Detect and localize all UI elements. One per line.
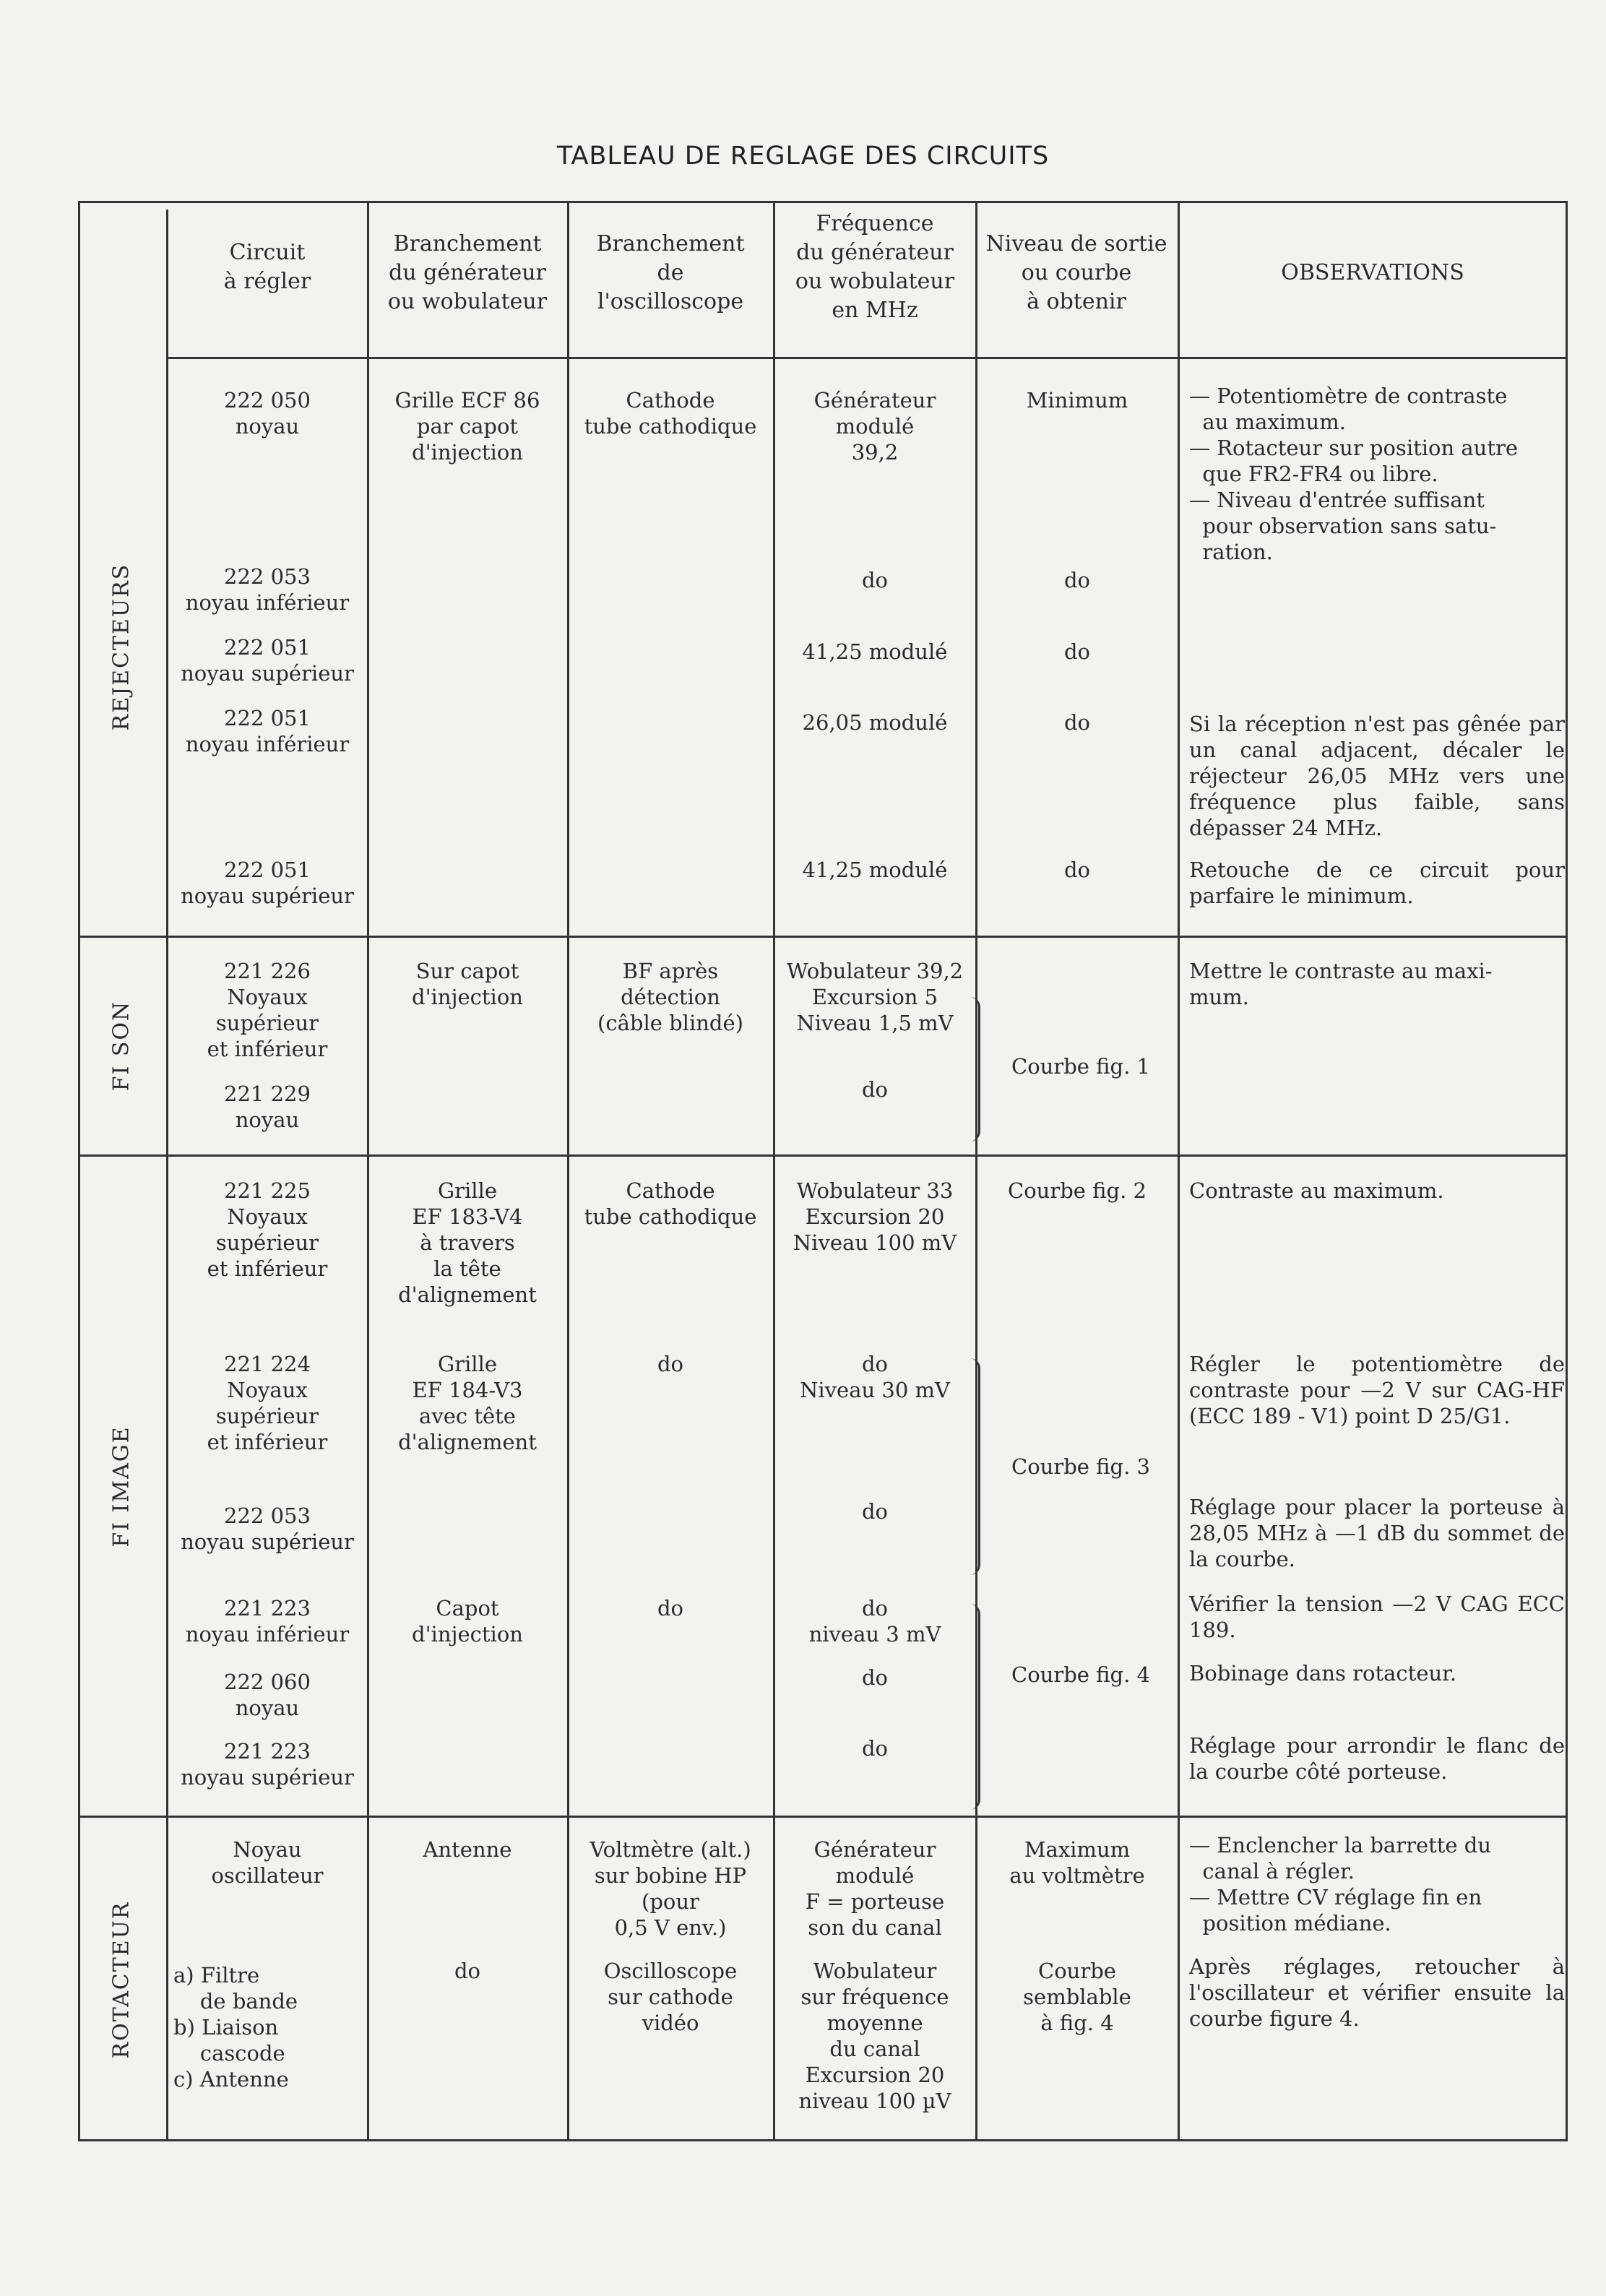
circuit-cell: a) Filtre de bande b) Liaison cascode c) Antenne	[173, 1963, 298, 2092]
frequency-cell: 41,25 modulé	[802, 639, 948, 664]
column-divider	[166, 210, 168, 2141]
generator-cell: Grille ECF 86 par capot d'injection	[394, 388, 540, 465]
generator-cell: Sur capot d'injection	[412, 959, 523, 1009]
output-level-cell: Minimum	[1026, 388, 1128, 413]
frequency-cell: 41,25 modulé	[802, 858, 948, 882]
circuit-cell: 222 053 noyau inférieur	[185, 564, 350, 615]
observation-cell: Vérifier la tension —2 V CAG ECC 189.	[1189, 1592, 1565, 1642]
circuit-cell: Noyau oscillateur	[211, 1837, 324, 1888]
observation-cell: Mettre le contraste au maxi- mum.	[1189, 959, 1493, 1009]
observation-cell: — Potentiomètre de contraste au maximum. — Rotacteur sur position autre que FR2-FR4 ou libre. — Niveau d'entrée suffisant pour observation sans satu- ration.	[1189, 384, 1519, 564]
column-divider	[567, 201, 569, 2141]
bracket	[961, 997, 980, 1141]
circuit-cell: 221 224 Noyaux supérieur et inférieur	[207, 1352, 328, 1454]
circuit-cell: 221 223 noyau supérieur	[181, 1739, 354, 1790]
section-divider	[78, 1816, 1568, 1818]
header-frequency: Fréquence du générateur ou wobulateur en MHz	[795, 211, 955, 323]
frequency-cell: Wobulateur sur fréquence moyenne du canal Excursion 20 niveau 100 µV	[798, 1959, 951, 2113]
frequency-cell: do Niveau 30 mV	[800, 1352, 950, 1402]
frequency-cell: Générateur modulé F = porteuse son du canal	[805, 1837, 945, 1940]
output-level-cell: Courbe fig. 1	[1011, 1054, 1150, 1079]
header-output-level: Niveau de sortie ou courbe à obtenir	[985, 231, 1167, 314]
observation-cell: Si la réception n'est pas gênée par un canal adjacent, décaler le réjecteur 26,05 MHz vers une fréquence plus faible, sans dépasser 24 MHz.	[1189, 712, 1565, 840]
column-divider	[975, 201, 977, 2141]
output-level-cell: do	[1063, 710, 1091, 735]
frequency-cell: do	[861, 1665, 889, 1690]
observation-cell: Après réglages, retoucher à l'oscillateur et vérifier ensuite la courbe figure 4.	[1189, 1954, 1565, 2031]
frequency-cell: Générateur modulé 39,2	[813, 388, 936, 465]
header-oscilloscope: Branchement de l'oscilloscope	[596, 231, 745, 314]
observation-cell: Régler le potentiomètre de contraste pour —2 V sur CAG-HF (ECC 189 - V1) point D 25/G1.	[1189, 1352, 1565, 1428]
frequency-cell: do	[861, 1077, 889, 1102]
frequency-cell: do niveau 3 mV	[808, 1596, 941, 1647]
observation-cell: Retouche de ce circuit pour parfaire le minimum.	[1189, 858, 1565, 908]
circuit-cell: 222 051 noyau supérieur	[181, 858, 354, 908]
circuit-cell: 222 050 noyau	[224, 388, 311, 439]
output-level-cell: Maximum au voltmètre	[1009, 1837, 1145, 1888]
column-divider	[367, 201, 369, 2141]
header-observations: OBSERVATIONS	[1281, 260, 1464, 285]
circuit-cell: 221 223 noyau inférieur	[185, 1596, 350, 1647]
generator-cell: Capot d'injection	[412, 1596, 523, 1647]
circuit-cell: 221 229 noyau	[224, 1082, 311, 1132]
section-divider	[78, 936, 1568, 938]
circuit-cell: 222 051 noyau supérieur	[181, 635, 354, 686]
generator-cell: Antenne	[423, 1837, 512, 1862]
oscilloscope-cell: Voltmètre (alt.) sur bobine HP (pour 0,5 V env.)	[590, 1837, 751, 1940]
circuit-cell: 222 051 noyau inférieur	[185, 706, 350, 756]
observation-cell: Réglage pour arrondir le flanc de la courbe côté porteuse.	[1189, 1733, 1565, 1784]
oscilloscope-cell: Cathode tube cathodique	[584, 1178, 757, 1229]
oscilloscope-cell: Oscilloscope sur cathode vidéo	[603, 1959, 738, 2035]
observation-cell: Contraste au maximum.	[1189, 1178, 1444, 1203]
oscilloscope-cell: BF après détection (câble blindé)	[597, 959, 743, 1035]
output-level-cell: Courbe fig. 4	[1011, 1662, 1150, 1687]
section-label-rotacteur: ROTACTEUR	[108, 1901, 134, 2058]
oscilloscope-cell: Cathode tube cathodique	[584, 388, 757, 439]
output-level-cell: Courbe fig. 2	[1008, 1178, 1147, 1203]
oscilloscope-cell: do	[657, 1596, 684, 1620]
section-label-fi-son: FI SON	[108, 1000, 134, 1092]
output-level-cell: Courbe semblable à fig. 4	[1023, 1959, 1131, 2035]
circuit-cell: 222 053 noyau supérieur	[181, 1503, 354, 1554]
circuit-cell: 221 226 Noyaux supérieur et inférieur	[207, 959, 328, 1061]
header-generator: Branchement du générateur ou wobulateur	[387, 231, 548, 314]
generator-cell: Grille EF 183-V4 à travers la tête d'alignement	[398, 1178, 537, 1307]
observation-cell: Bobinage dans rotacteur.	[1189, 1661, 1457, 1686]
bracket	[961, 1358, 980, 1575]
frequency-cell: do	[861, 1736, 889, 1761]
generator-cell: Grille EF 184-V3 avec tête d'alignement	[398, 1352, 537, 1454]
frequency-cell: Wobulateur 33 Excursion 20 Niveau 100 mV	[793, 1178, 957, 1255]
observation-cell: — Enclencher la barrette du canal à régler. — Mettre CV réglage fin en position médiane.	[1189, 1833, 1492, 1935]
frequency-cell: do	[861, 1499, 889, 1524]
observation-cell: Réglage pour placer la porteuse à 28,05 MHz à —1 dB du sommet de la courbe.	[1189, 1495, 1565, 1571]
header-circuit: Circuit à régler	[223, 240, 311, 294]
circuit-cell: 221 225 Noyaux supérieur et inférieur	[207, 1178, 328, 1281]
circuit-cell: 222 060 noyau	[224, 1670, 311, 1720]
column-divider	[1178, 201, 1180, 2141]
header-divider	[166, 357, 1568, 359]
column-divider	[773, 201, 775, 2141]
frequency-cell: do	[861, 568, 889, 592]
output-level-cell: Courbe fig. 3	[1011, 1454, 1150, 1479]
oscilloscope-cell: do	[657, 1352, 684, 1376]
page-title: TABLEAU DE REGLAGE DES CIRCUITS	[556, 142, 1050, 171]
section-label-fi-image: FI IMAGE	[108, 1425, 134, 1548]
output-level-cell: do	[1063, 568, 1091, 592]
bracket	[961, 1604, 980, 1810]
generator-cell: do	[454, 1959, 481, 1983]
section-divider	[78, 1155, 1568, 1157]
frequency-cell: Wobulateur 39,2 Excursion 5 Niveau 1,5 mV	[786, 959, 964, 1035]
output-level-cell: do	[1063, 639, 1091, 664]
output-level-cell: do	[1063, 858, 1091, 882]
section-label-rejecteurs: REJECTEURS	[108, 563, 134, 730]
frequency-cell: 26,05 modulé	[802, 710, 948, 735]
